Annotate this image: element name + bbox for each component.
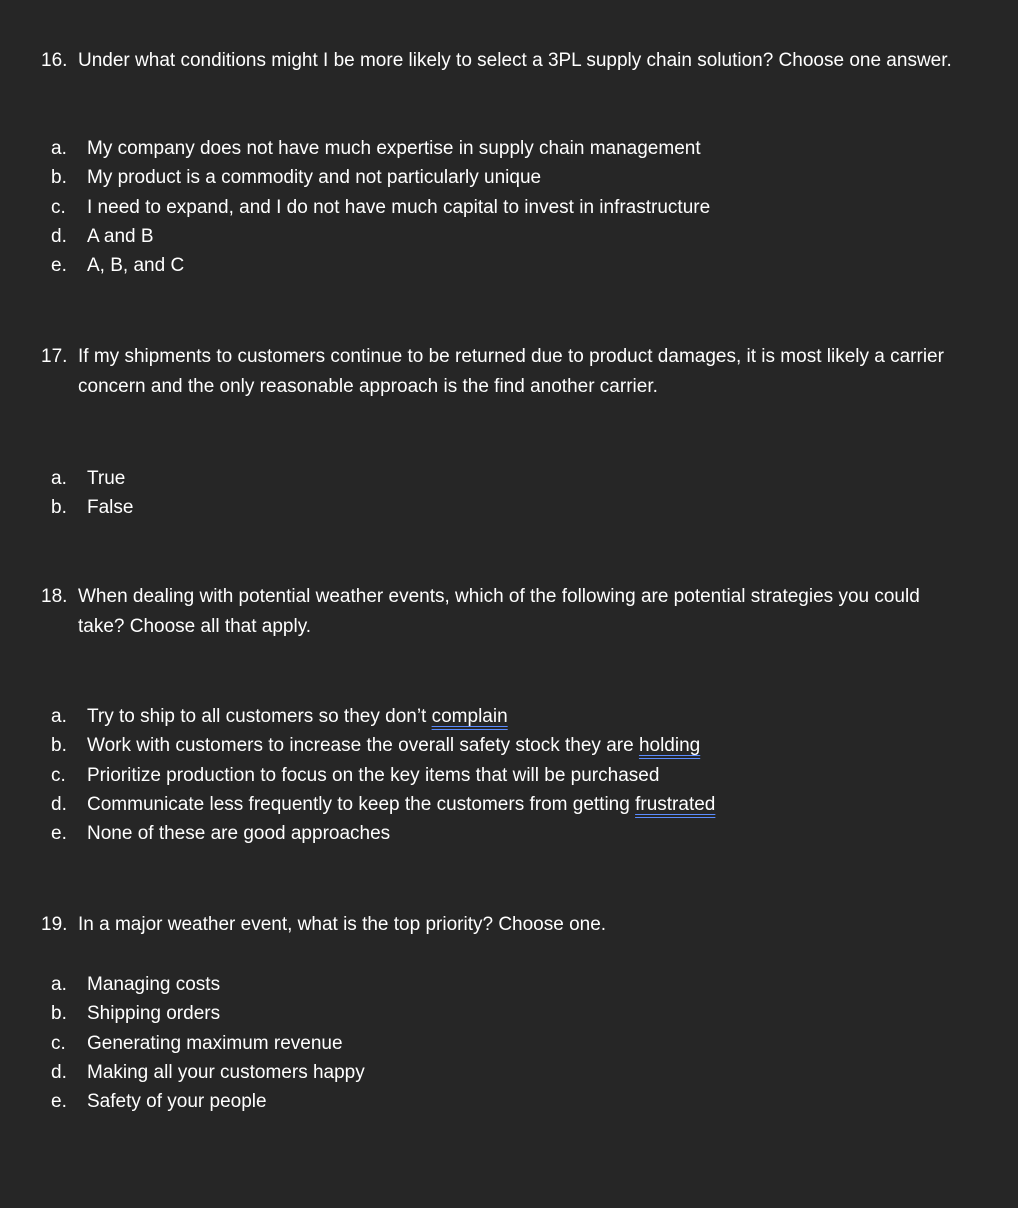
question-19 — [41, 910, 971, 1113]
option-text: Try to ship to all customers so they don’t — [87, 706, 432, 727]
option-letter: b. — [51, 735, 67, 757]
question-number: 16. — [41, 50, 68, 71]
options-list — [51, 464, 951, 523]
option-letter: b. — [51, 1003, 67, 1025]
option-text: I need to expand, and I do not have much capital to invest in infrastructure — [87, 196, 711, 218]
option-item — [51, 493, 951, 522]
option-item — [51, 702, 951, 731]
option-item — [51, 790, 951, 819]
option-letter: d. — [51, 225, 67, 247]
option-text: Communicate less frequently to keep the customers from getting — [87, 793, 636, 815]
option-letter: a. — [51, 468, 67, 489]
question-number: 19. — [41, 914, 68, 935]
question-text: When dealing with potential weather events, which of the following are potential strategies you could take? Choose all that apply. — [78, 586, 920, 637]
option-text: False — [87, 497, 134, 519]
option-text: Safety of your people — [87, 1091, 267, 1113]
option-item — [51, 222, 951, 251]
option-letter: e. — [51, 255, 67, 277]
option-text: True — [87, 468, 126, 489]
option-letter: a. — [51, 138, 67, 159]
option-item — [51, 134, 951, 163]
spellcheck-word: holding — [638, 735, 701, 757]
question-stem — [41, 910, 971, 940]
options-list — [51, 702, 951, 848]
option-letter: e. — [51, 1091, 67, 1113]
question-stem — [41, 342, 971, 402]
option-letter: c. — [51, 1032, 66, 1054]
question-stem — [41, 46, 971, 76]
option-text: Shipping orders — [87, 1003, 221, 1025]
option-item — [51, 1029, 951, 1058]
option-text: A, B, and C — [87, 255, 185, 277]
option-item — [51, 193, 951, 222]
option-text: My company does not have much expertise in supply chain management — [87, 138, 701, 159]
option-text: None of these are good approaches — [87, 823, 391, 845]
option-item — [51, 251, 951, 280]
option-text: A and B — [87, 225, 154, 247]
option-letter: b. — [51, 167, 67, 189]
option-text: Prioritize production to focus on the key items that will be purchased — [87, 764, 660, 786]
question-text: Under what conditions might I be more likely to select a 3PL supply chain solution? Choose one answer. — [78, 50, 952, 71]
question-16 — [41, 46, 971, 277]
question-number: 18. — [41, 586, 68, 607]
option-text: My product is a commodity and not particularly unique — [87, 167, 542, 189]
option-text: Work with customers to increase the overall safety stock they are — [87, 735, 639, 757]
option-item — [51, 1058, 951, 1087]
option-letter: e. — [51, 823, 67, 845]
option-text: Managing costs — [87, 974, 221, 995]
option-item — [51, 819, 951, 848]
option-item — [51, 761, 951, 790]
question-17 — [41, 342, 971, 519]
question-text: In a major weather event, what is the top priority? Choose one. — [78, 914, 607, 935]
option-letter: a. — [51, 706, 67, 727]
question-text: If my shipments to customers continue to be returned due to product damages, it is most likely a carrier concern and the only reasonable approach is the find another carrier. — [78, 346, 944, 397]
question-number: 17. — [41, 346, 68, 367]
options-list — [51, 134, 951, 280]
option-item — [51, 163, 951, 192]
question-18 — [41, 582, 971, 845]
option-letter: c. — [51, 196, 66, 218]
option-text: Making all your customers happy — [87, 1061, 365, 1083]
option-letter: b. — [51, 497, 67, 519]
option-item — [51, 970, 951, 999]
option-letter: d. — [51, 1061, 67, 1083]
option-letter: a. — [51, 974, 67, 995]
option-text: Generating maximum revenue — [87, 1032, 343, 1054]
option-letter: c. — [51, 764, 66, 786]
option-item — [51, 464, 951, 493]
option-item — [51, 1087, 951, 1116]
spellcheck-word: frustrated — [635, 793, 716, 815]
options-list — [51, 970, 951, 1116]
spellcheck-word: complain — [431, 706, 508, 727]
option-letter: d. — [51, 793, 67, 815]
question-stem — [41, 582, 971, 642]
option-item — [51, 999, 951, 1028]
option-item — [51, 731, 951, 760]
